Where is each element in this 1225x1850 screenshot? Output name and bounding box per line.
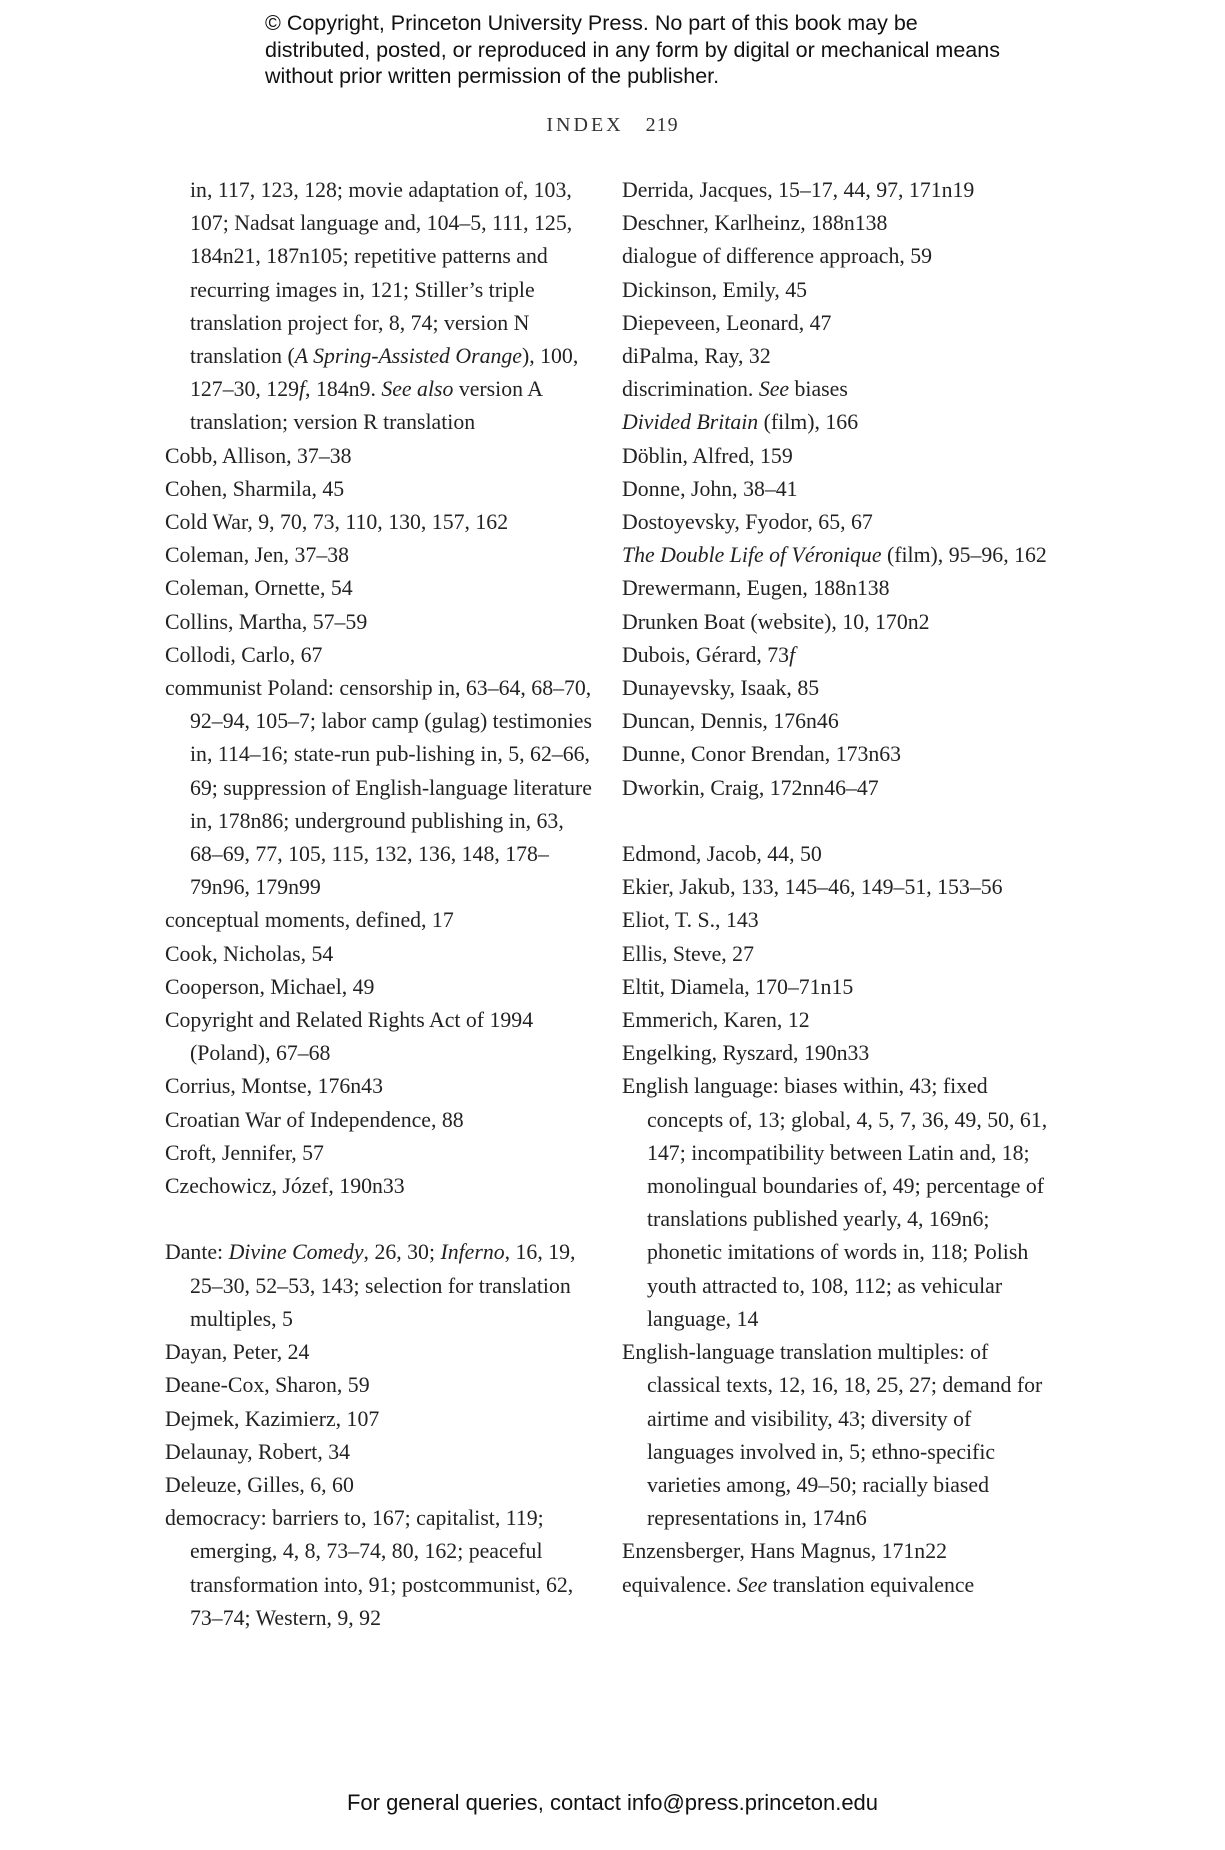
index-entry: Cook, Nicholas, 54 bbox=[165, 941, 334, 966]
index-entry: Cobb, Allison, 37–38 bbox=[165, 443, 352, 468]
index-entry: Cold War, 9, 70, 73, 110, 130, 157, 162 bbox=[165, 510, 509, 535]
index-entry: English-language translation multiples: of classical texts, 12, 16, 18, 25, 27; demand for airtime and visibility, 43; diversity of languages involved in, 5; ethno-specific varieties among, 49–50; racially biased representations in, 174n6 bbox=[622, 1340, 1043, 1531]
index-entry: Edmond, Jacob, 44, 50 bbox=[622, 842, 822, 867]
index-entry: Collodi, Carlo, 67 bbox=[165, 642, 323, 667]
index-entry: Divided Britain (film), 166 bbox=[622, 410, 859, 435]
index-entry: Delaunay, Robert, 34 bbox=[165, 1439, 351, 1464]
index-entry: Dejmek, Kazimierz, 107 bbox=[165, 1406, 380, 1431]
index-entry: Croft, Jennifer, 57 bbox=[165, 1140, 324, 1165]
index-column-right bbox=[622, 174, 1052, 1602]
index-entry: Cooperson, Michael, 49 bbox=[165, 974, 375, 999]
index-entry: Corrius, Montse, 176n43 bbox=[165, 1074, 383, 1099]
index-entry: The Double Life of Véronique (film), 95–96, 162 bbox=[622, 543, 1047, 568]
index-entry: Dante: Divine Comedy, 26, 30; Inferno, 16, 19, 25–30, 52–53, 143; selection for translation multiples, 5 bbox=[165, 1240, 576, 1331]
index-entry: Dickinson, Emily, 45 bbox=[622, 277, 808, 302]
index-entry: dialogue of difference approach, 59 bbox=[622, 244, 933, 269]
index-entry: democracy: barriers to, 167; capitalist, 119; emerging, 4, 8, 73–74, 80, 162; peaceful transformation into, 91; postcommunist, 62, 73–74; Western, 9, 92 bbox=[165, 1506, 574, 1630]
index-entry: communist Poland: censorship in, 63–64, 68–70, 92–94, 105–7; labor camp (gulag) testimonies in, 114–16; state-run pub-lishing in, 5, 62–66, 69; suppression of English-language literature in, 178n86; underground publishing in, 63, 68–69, 77, 105, 115, 132, 136, 148, 178–79n96, 179n99 bbox=[165, 676, 592, 900]
index-entry: Deschner, Karlheinz, 188n138 bbox=[622, 211, 888, 236]
index-entry: Dayan, Peter, 24 bbox=[165, 1340, 310, 1365]
index-entry: discrimination. See biases bbox=[622, 377, 848, 402]
index-entry: Dunayevsky, Isaak, 85 bbox=[622, 676, 820, 701]
index-entry: Donne, John, 38–41 bbox=[622, 476, 798, 501]
running-head bbox=[0, 114, 1225, 137]
index-entry: conceptual moments, defined, 17 bbox=[165, 908, 454, 933]
index-entry: diPalma, Ray, 32 bbox=[622, 344, 771, 369]
index-entry: Deleuze, Gilles, 6, 60 bbox=[165, 1472, 354, 1497]
index-entry: Czechowicz, Józef, 190n33 bbox=[165, 1174, 405, 1199]
index-entry: Coleman, Jen, 37–38 bbox=[165, 543, 350, 568]
index-entry: equivalence. See translation equivalence bbox=[622, 1572, 975, 1597]
index-entry: Emmerich, Karen, 12 bbox=[622, 1008, 810, 1033]
index-entry: Deane-Cox, Sharon, 59 bbox=[165, 1373, 370, 1398]
index-entry: Croatian War of Independence, 88 bbox=[165, 1107, 464, 1132]
copyright-notice: © Copyright, Princeton University Press. No part of this book may be distributed, posted, or reproduced in any form by digital or mechanical means without prior written permission of the publisher. bbox=[265, 11, 1000, 88]
index-entry: Dworkin, Craig, 172nn46–47 bbox=[622, 775, 879, 800]
running-head-label: INDEX bbox=[546, 114, 624, 136]
index-entry: Eltit, Diamela, 170–71n15 bbox=[622, 974, 854, 999]
index-entry: Dubois, Gérard, 73f bbox=[622, 642, 796, 667]
index-entry: Dostoyevsky, Fyodor, 65, 67 bbox=[622, 510, 873, 535]
index-entry: Drewermann, Eugen, 188n138 bbox=[622, 576, 890, 601]
index-entry: English language: biases within, 43; fixed concepts of, 13; global, 4, 5, 7, 36, 49, 50, 61, 147; incompatibility between Latin and, 18; monolingual boundaries of, 49; percentage of translations published yearly, 4, 169n6; phonetic imitations of words in, 118; Polish youth attracted to, 108, 112; as vehicular language, 14 bbox=[622, 1074, 1048, 1331]
index-entry: Derrida, Jacques, 15–17, 44, 97, 171n19 bbox=[622, 178, 975, 202]
letter-section-gap bbox=[165, 1203, 595, 1236]
index-entry: Duncan, Dennis, 176n46 bbox=[622, 709, 839, 734]
index-entry: Diepeveen, Leonard, 47 bbox=[622, 310, 832, 335]
index-entry: Engelking, Ryszard, 190n33 bbox=[622, 1041, 870, 1066]
footer-contact: For general queries, contact info@press.princeton.edu bbox=[346, 1790, 879, 1815]
index-entry: Dunne, Conor Brendan, 173n63 bbox=[622, 742, 902, 767]
index-entry-continuation: in, 117, 123, 128; movie adaptation of, 103, 107; Nadsat language and, 104–5, 111, 125, 184n21, 187n105; repetitive patterns and recurring images in, 121; Stiller’s triple translation project for, 8, 74; version N translation (A Spring-Assisted Orange), 100, 127–30, 129f, 184n9. See also version A translation; version R translation bbox=[190, 178, 579, 435]
index-entry: Coleman, Ornette, 54 bbox=[165, 576, 353, 601]
index-entry: Ellis, Steve, 27 bbox=[622, 941, 754, 966]
index-entry: Cohen, Sharmila, 45 bbox=[165, 476, 345, 501]
index-entry: Enzensberger, Hans Magnus, 171n22 bbox=[622, 1539, 948, 1564]
index-column-left bbox=[165, 174, 595, 1635]
index-entry: Ekier, Jakub, 133, 145–46, 149–51, 153–56 bbox=[622, 875, 1003, 900]
index-entry: Eliot, T. S., 143 bbox=[622, 908, 759, 933]
index-entry: Copyright and Related Rights Act of 1994 (Poland), 67–68 bbox=[165, 1008, 534, 1066]
index-entry: Döblin, Alfred, 159 bbox=[622, 443, 793, 468]
index-entry: Collins, Martha, 57–59 bbox=[165, 609, 368, 634]
page-number: 219 bbox=[645, 114, 679, 136]
index-entry: Drunken Boat (website), 10, 170n2 bbox=[622, 609, 930, 634]
letter-section-gap bbox=[622, 805, 1052, 838]
